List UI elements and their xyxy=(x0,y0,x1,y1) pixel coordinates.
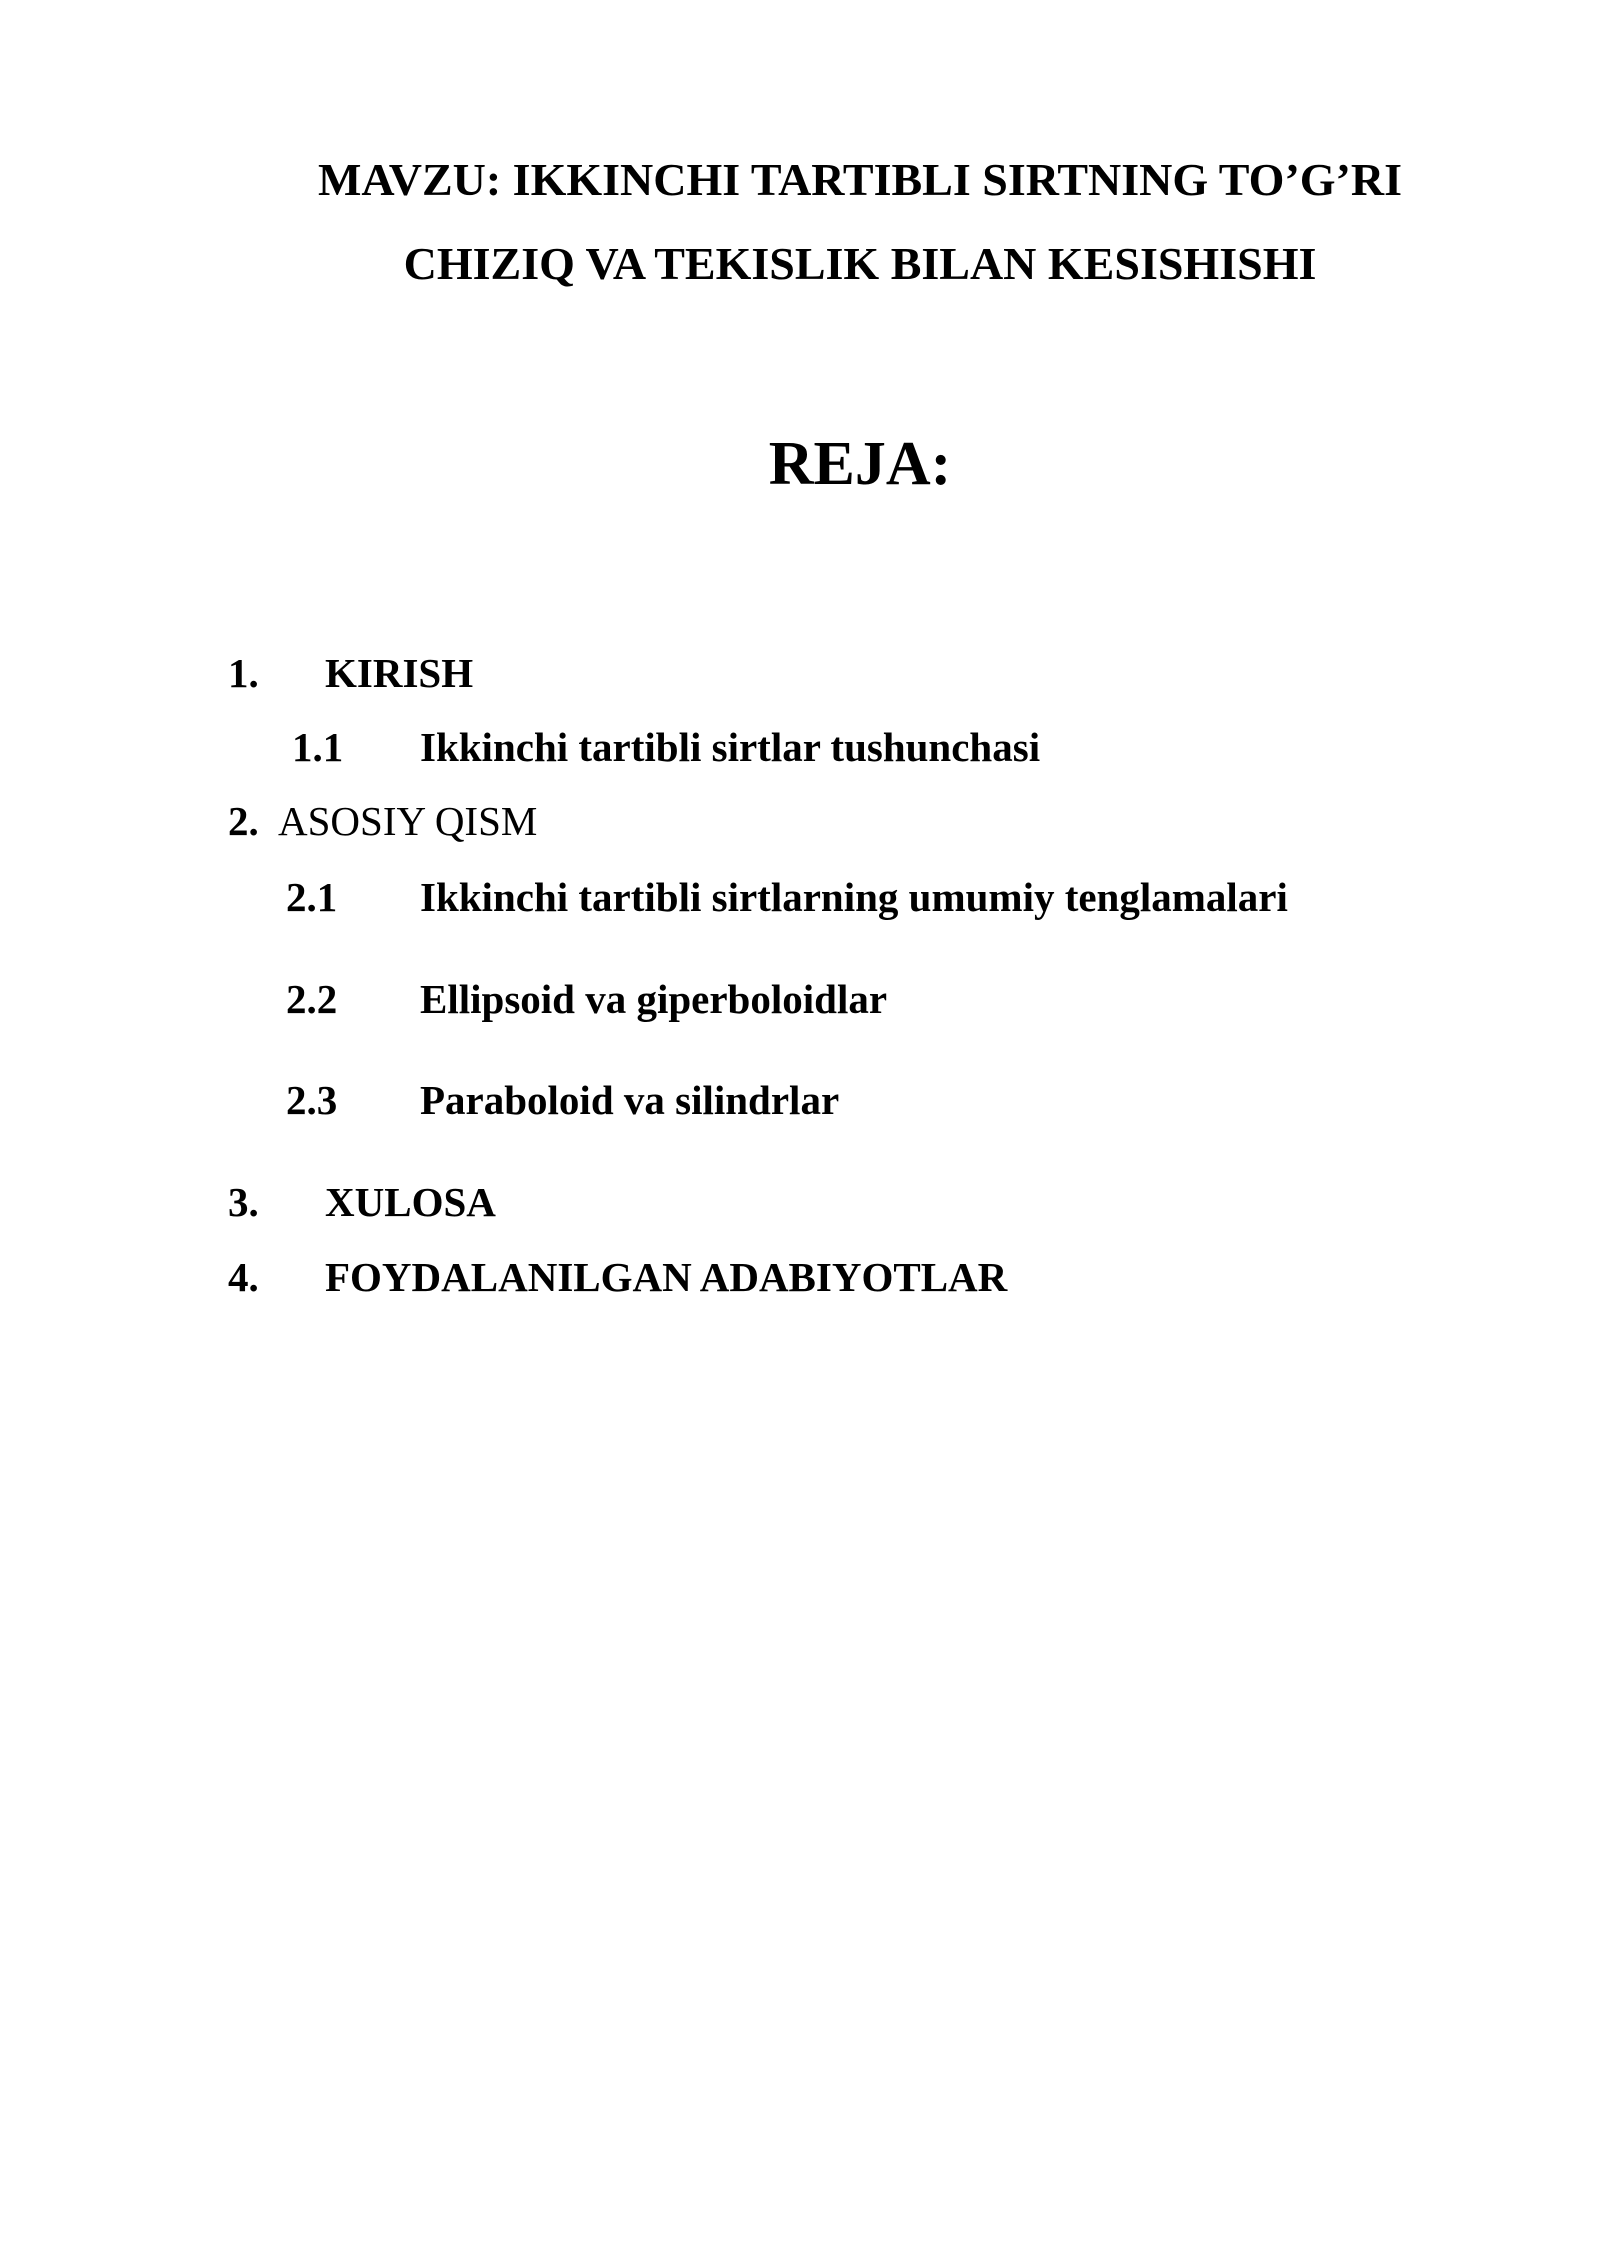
document-title-line-1: MAVZU: IKKINCHI TARTIBLI SIRTNING TO’G’RI xyxy=(318,154,1402,205)
plan-item-label: ASOSIY QISM xyxy=(278,798,538,844)
plan-item-label: Ellipsoid va giperboloidlar xyxy=(420,976,888,1022)
plan-item-number: 2.1 xyxy=(286,874,338,920)
plan-item-number: 3. xyxy=(228,1179,259,1225)
plan-item-number: 2.3 xyxy=(286,1077,338,1123)
plan-item-number: 4. xyxy=(228,1254,259,1300)
plan-item-number: 2.2 xyxy=(286,976,338,1022)
plan-item-label: Ikkinchi tartibli sirtlar tushunchasi xyxy=(420,724,1041,770)
plan-heading: REJA: xyxy=(768,430,952,498)
plan-item-label: FOYDALANILGAN ADABIYOTLAR xyxy=(325,1254,1008,1300)
plan-item-label: KIRISH xyxy=(325,650,474,696)
plan-item-label: Ikkinchi tartibli sirtlarning umumiy tenglamalari xyxy=(420,874,1288,920)
plan-item-number: 2. xyxy=(228,798,259,844)
plan-item-label: XULOSA xyxy=(325,1179,496,1225)
plan-item-number: 1.1 xyxy=(292,724,344,770)
document-title-line-2: CHIZIQ VA TEKISLIK BILAN KESISHISHI xyxy=(403,238,1317,289)
plan-item-number: 1. xyxy=(228,650,259,696)
plan-item-label: Paraboloid va silindrlar xyxy=(420,1077,840,1123)
